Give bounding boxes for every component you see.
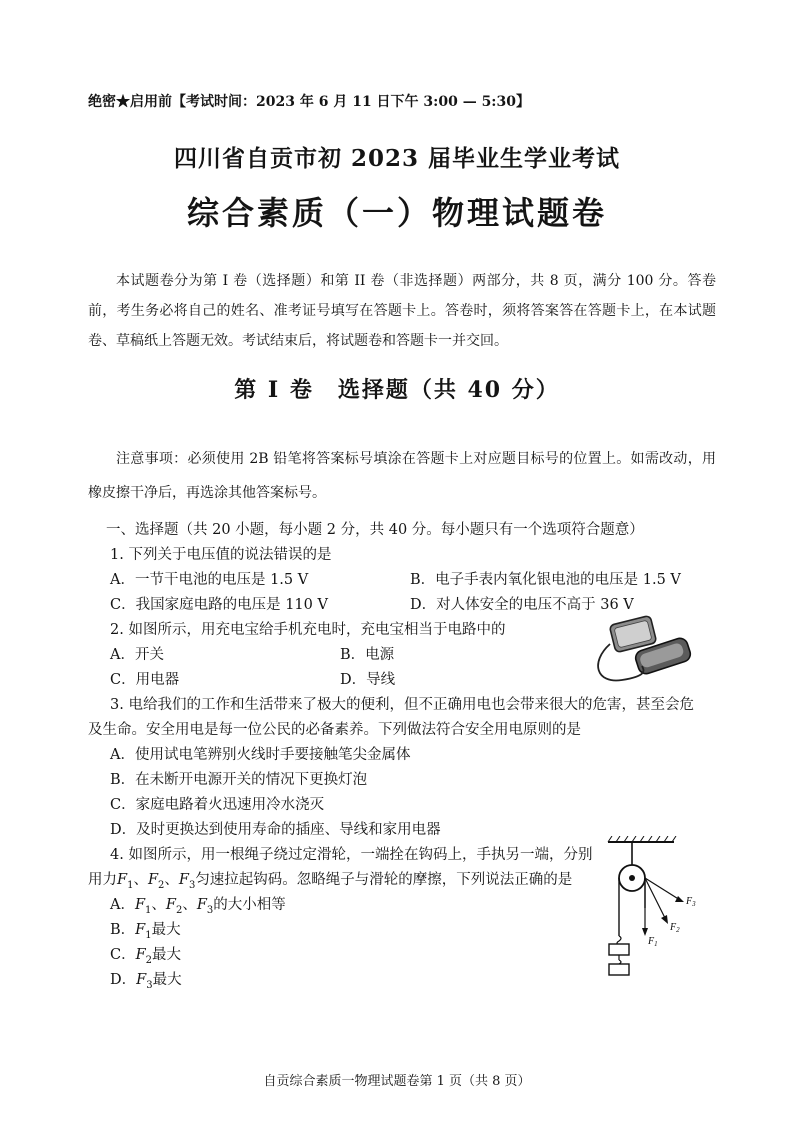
q2-option-b: B．电源: [340, 647, 395, 663]
svg-text:F1: $F_1$: [648, 936, 658, 948]
q4-option-c: C．$F_2$最大: [110, 947, 182, 966]
q3-option-d: D．及时更换达到使用寿命的插座、导线和家用电器: [110, 822, 441, 838]
svg-text:F2: $F_2$: [670, 922, 680, 934]
svg-text:F3: $F_3$: [686, 896, 696, 908]
exam-title: 四川省自贡市初 2023 届毕业生学业考试: [173, 145, 621, 172]
q2-stem: 2. 如图所示，用充电宝给手机充电时，充电宝相当于电路中的: [110, 622, 506, 638]
q4-stem-line1: 4. 如图所示，用一根绳子绕过定滑轮，一端拴在钩码上，手执另一端，分别: [110, 847, 593, 863]
exam-subtitle: 综合素质（一）物理试题卷: [186, 194, 607, 232]
power-bank-phone-figure: [588, 614, 698, 694]
q3-stem-line2: 及生命。安全用电是每一位公民的必备素养。下列做法符合安全用电原则的是: [88, 722, 581, 738]
section-title: 第 I 卷 选择题（共 40 分）: [234, 377, 560, 403]
q1-stem: 1. 下列关于电压值的说法错误的是: [110, 547, 332, 563]
q3-option-a: A．使用试电笔辨别火线时手要接触笔尖金属体: [110, 747, 411, 763]
q4-option-a: A．$F_1$、$F_2$、$F_3$的大小相等: [110, 897, 286, 916]
exam-instructions: 本试题卷分为第 I 卷（选择题）和第 II 卷（非选择题）两部分，共 8 页，满分 100 分。答卷前，考生务必将自己的姓名、准考证号填写在答题卡上。答卷时，须将答案答在答题卡上，在本试题卷、草稿纸上答题无效。考试结束后，将试题卷和答题卡一并交回。: [88, 273, 716, 349]
page-footer: 自贡综合素质一物理试题卷第 1 页（共 8 页）: [263, 1074, 531, 1089]
q3-option-b: B．在未断开电源开关的情况下更换灯泡: [110, 772, 368, 788]
section-notice: 注意事项：必须使用 2B 铅笔将答案标号填涂在答题卡上对应题目标号的位置上。如需改动，用橡皮擦干净后，再选涂其他答案标号。: [88, 451, 716, 501]
q1-option-b: B．电子手表内氧化银电池的电压是 1.5 V: [410, 572, 681, 588]
q1-option-c: C．我国家庭电路的电压是 110 V: [110, 597, 328, 613]
q4-option-b: B．$F_1$最大: [110, 922, 181, 941]
q1-option-a: A．一节干电池的电压是 1.5 V: [110, 572, 309, 588]
q2-option-d: D．导线: [340, 672, 396, 688]
q2-option-c: C．用电器: [110, 672, 180, 688]
choice-instruction: 一、选择题（共 20 小题，每小题 2 分，共 40 分。每小题只有一个选项符合题意）: [106, 522, 644, 538]
pulley-figure: [604, 836, 704, 986]
q3-stem-line1: 3. 电给我们的工作和生活带来了极大的便利，但不正确用电也会带来很大的危害，甚至会危: [110, 697, 694, 713]
secret-header: 绝密★启用前【考试时间：2023 年 6 月 11 日下午 3:00 — 5:30】: [88, 94, 530, 110]
q4-option-d: D．$F_3$最大: [110, 972, 182, 991]
q4-stem-line2: 用力$F_1$、$F_2$、$F_3$匀速拉起钩码。忽略绳子与滑轮的摩擦，下列说法正确的是: [88, 872, 573, 891]
q2-option-a: A．开关: [110, 647, 164, 663]
q3-option-c: C．家庭电路着火迅速用冷水浇灭: [110, 797, 325, 813]
q1-option-d: D．对人体安全的电压不高于 36 V: [410, 597, 634, 613]
